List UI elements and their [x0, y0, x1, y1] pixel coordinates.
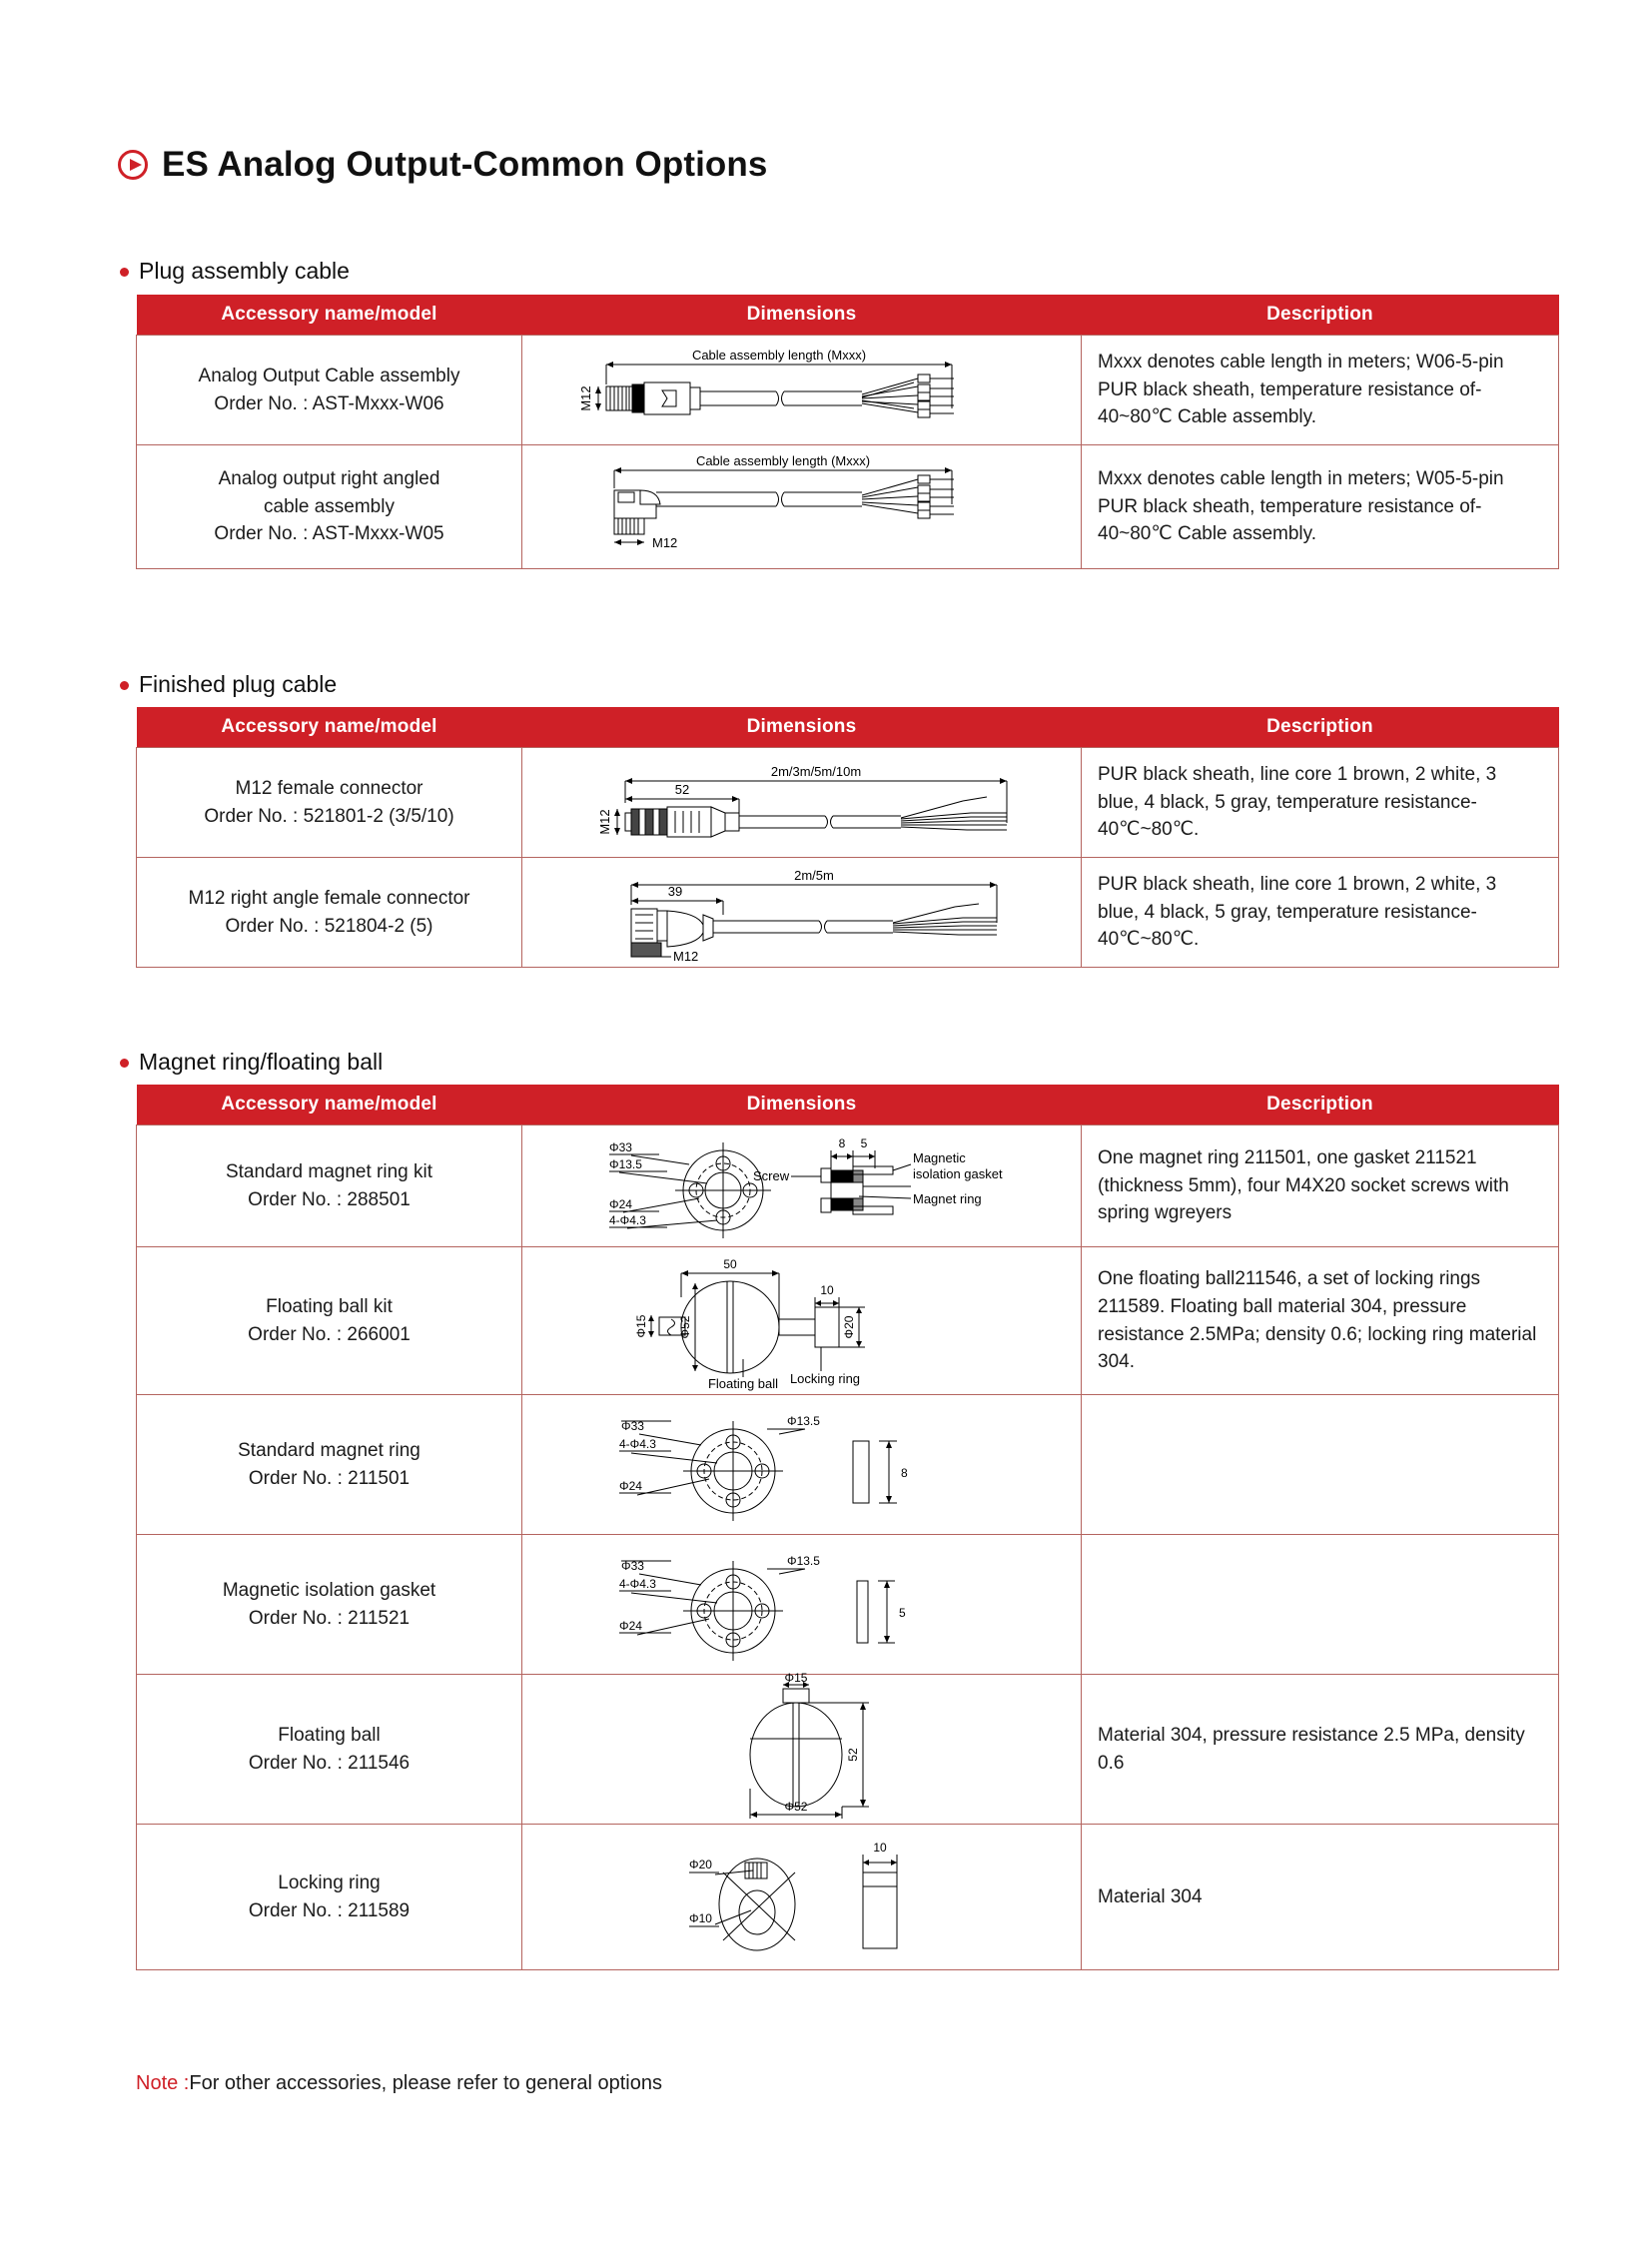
table-header-row: [137, 707, 1559, 748]
dim-top-diameter: Φ15: [784, 1670, 807, 1685]
dim-outer-diameter: Φ20: [688, 1857, 712, 1871]
cell-description: [1082, 1675, 1559, 1825]
order-number: Order No. : AST-Mxxx-W05: [214, 523, 444, 545]
description-text: Material 304, pressure resistance 2.5 MPa, density 0.6: [1098, 1724, 1525, 1774]
accessory-name: M12 right angle female connector: [188, 887, 470, 909]
dim-body-length: 52: [674, 781, 689, 797]
accessory-name: Standard magnet ring: [238, 1439, 420, 1461]
cell-dimensions: [522, 748, 1082, 858]
cell-name: [137, 858, 522, 968]
table-plug-assembly-cable: [136, 295, 1559, 569]
col-header-dimensions: Dimensions: [522, 707, 1082, 748]
table-magnet-ring-floating-ball: [136, 1085, 1559, 1970]
description-text: One floating ball211546, a set of locking rings 211589. Floating ball material 304, pressure resistance 2.5MPa; density 0.6; locking ring material 304.: [1098, 1268, 1537, 1373]
standard-magnet-ring-drawing: [567, 1399, 1037, 1531]
cell-name: [137, 445, 522, 569]
dim-thickness: 8: [900, 1465, 908, 1480]
magnetic-isolation-gasket-drawing: [567, 1539, 1037, 1671]
col-header-name: Accessory name/model: [137, 295, 522, 336]
dim-m12: M12: [651, 534, 677, 550]
description-text: [1082, 1595, 1558, 1615]
dim-ball-diameter: Φ52: [784, 1799, 807, 1814]
cell-dimensions: [522, 1670, 1082, 1825]
dim-width: 10: [872, 1840, 887, 1855]
table-header-row: [137, 295, 1559, 336]
dim-outer-diameter: Φ33: [620, 1418, 644, 1433]
accessory-name-cont: cable assembly: [264, 495, 395, 517]
dim-inner-diameter: Φ13.5: [786, 1413, 820, 1428]
dim-holes: 4-Φ4.3: [618, 1436, 656, 1451]
label-gasket-line1: Magnetic: [912, 1149, 966, 1165]
table-finished-plug-cable: [136, 707, 1559, 968]
m12-right-angle-connector-drawing: [567, 861, 1037, 965]
cell-description: [1082, 858, 1559, 968]
section-label: Plug assembly cable: [139, 258, 350, 284]
order-number: Order No. : 521801-2 (3/5/10): [204, 805, 454, 827]
accessory-name: Magnetic isolation gasket: [222, 1579, 436, 1601]
col-header-description: Description: [1082, 295, 1559, 336]
cell-description: [1082, 1825, 1559, 1970]
col-header-description: Description: [1082, 1085, 1559, 1125]
cell-name: [137, 1247, 522, 1395]
section-heading-magnet-ring-floating-ball: [120, 1049, 383, 1076]
dim-cable-length: Cable assembly length (Mxxx): [695, 452, 870, 468]
table-row: [137, 1395, 1559, 1535]
col-header-description: Description: [1082, 707, 1559, 748]
dim-holes: 4-Φ4.3: [608, 1212, 646, 1227]
dim-ring-diameter: Φ20: [841, 1315, 856, 1338]
cell-description: [1082, 1395, 1559, 1535]
cell-name: [137, 1825, 522, 1970]
locking-ring-drawing: [567, 1829, 1037, 1966]
cell-dimensions: [522, 1535, 1082, 1675]
col-header-name: Accessory name/model: [137, 1085, 522, 1125]
table-header-row: [137, 1085, 1559, 1125]
cell-dimensions: [522, 1825, 1082, 1970]
dim-m12: M12: [672, 948, 698, 964]
cell-name: [137, 336, 522, 445]
cell-dimensions: [522, 336, 1082, 445]
cell-description: [1082, 336, 1559, 445]
label-gasket-line2: isolation gasket: [912, 1165, 1003, 1181]
accessory-name: Floating ball: [278, 1724, 381, 1746]
bullet-icon: [120, 268, 129, 277]
order-number: Order No. : 211546: [248, 1752, 411, 1774]
dim-cable-length: Cable assembly length (Mxxx): [691, 347, 866, 363]
page-title: ES Analog Output-Common Options: [162, 145, 768, 184]
table-row: [137, 748, 1559, 858]
bullet-icon: [120, 1059, 129, 1068]
table-row: [137, 336, 1559, 445]
order-number: Order No. : 521804-2 (5): [225, 915, 433, 937]
section-heading-plug-assembly-cable: [120, 258, 350, 285]
bullet-icon: [120, 681, 129, 690]
floating-ball-kit-drawing: [567, 1251, 1037, 1391]
cell-dimensions: [522, 858, 1082, 968]
order-number: Order No. : 211521: [248, 1607, 411, 1629]
cell-description: [1082, 445, 1559, 569]
label-locking-ring: Locking ring: [789, 1370, 860, 1386]
accessory-name: Analog output right angled: [218, 468, 440, 490]
cell-name: [137, 1395, 522, 1535]
accessory-name: Locking ring: [278, 1871, 381, 1893]
description-text: PUR black sheath, line core 1 brown, 2 white, 3 blue, 4 black, 5 gray, temperature resistance-40℃~80℃.: [1098, 764, 1497, 841]
cell-description: [1082, 1125, 1559, 1247]
order-number: Order No. : AST-Mxxx-W06: [214, 392, 444, 414]
dim-m12: M12: [577, 384, 593, 411]
play-circle-icon: [118, 150, 148, 180]
dim-total-length: 2m/3m/5m/10m: [770, 763, 861, 779]
order-number: Order No. : 266001: [248, 1323, 411, 1345]
order-number: Order No. : 211589: [248, 1899, 411, 1921]
dim-inner-diameter: Φ13.5: [786, 1553, 820, 1568]
dim-m12: M12: [596, 808, 612, 835]
accessory-name: Floating ball kit: [266, 1295, 393, 1317]
dim-ball-diameter: Φ52: [677, 1315, 692, 1338]
label-magnet-ring: Magnet ring: [912, 1190, 982, 1206]
footer-note: [136, 2072, 662, 2095]
dim-total-length: 2m/5m: [793, 867, 834, 883]
description-text: Mxxx denotes cable length in meters; W06-5-pin PUR black sheath, temperature resistance of-40~80℃ Cable assembly.: [1098, 352, 1504, 428]
note-label: Note :: [136, 2072, 190, 2094]
cell-description: [1082, 1535, 1559, 1675]
description-text: Material 304: [1098, 1885, 1203, 1907]
table-row: [137, 445, 1559, 569]
col-header-name: Accessory name/model: [137, 707, 522, 748]
dim-bolt-circle: Φ24: [618, 1478, 642, 1493]
dim-outer-diameter: Φ33: [620, 1558, 644, 1573]
table-row: [137, 1535, 1559, 1675]
dim-outer-diameter: Φ33: [608, 1139, 632, 1154]
dim-bolt-circle: Φ24: [608, 1196, 632, 1211]
table-row: [137, 858, 1559, 968]
cell-description: [1082, 1247, 1559, 1395]
dim-gasket-thickness: 5: [860, 1135, 867, 1150]
dim-inner-diameter: Φ13.5: [608, 1156, 642, 1171]
dim-overall: 50: [722, 1256, 737, 1271]
page-title-row: [118, 145, 767, 185]
description-text: [1082, 1455, 1558, 1475]
label-floating-ball: Floating ball: [707, 1375, 778, 1391]
accessory-name: Standard magnet ring kit: [225, 1160, 432, 1182]
dim-ring-thickness: 8: [838, 1135, 845, 1150]
dim-body-length: 39: [667, 883, 682, 899]
section-heading-finished-plug-cable: [120, 671, 337, 698]
cell-description: [1082, 748, 1559, 858]
dim-bolt-circle: Φ24: [618, 1618, 642, 1633]
table-row: [137, 1675, 1559, 1825]
description-text: One magnet ring 211501, one gasket 211521 (thickness 5mm), four M4X20 socket screws with spring wgreyers: [1098, 1147, 1509, 1224]
accessory-name: M12 female connector: [235, 777, 423, 799]
m12-female-connector-drawing: [567, 751, 1037, 855]
table-row: [137, 1125, 1559, 1247]
section-label: Finished plug cable: [139, 671, 338, 697]
dim-inner-diameter: Φ10: [688, 1910, 712, 1925]
straight-cable-assembly-drawing: [562, 339, 1042, 442]
dim-bore: Φ15: [633, 1314, 648, 1337]
label-screw: Screw: [752, 1167, 789, 1183]
description-text: Mxxx denotes cable length in meters; W05-5-pin PUR black sheath, temperature resistance of-40~80℃ Cable assembly.: [1098, 468, 1504, 545]
dim-thickness: 5: [898, 1605, 906, 1620]
col-header-dimensions: Dimensions: [522, 1085, 1082, 1125]
table-row: [137, 1825, 1559, 1970]
description-text: PUR black sheath, line core 1 brown, 2 white, 3 blue, 4 black, 5 gray, temperature resistance-40℃~80℃.: [1098, 874, 1497, 951]
cell-name: [137, 1675, 522, 1825]
cell-dimensions: [522, 1125, 1082, 1247]
table-row: [137, 1247, 1559, 1395]
dim-ring-width: 10: [819, 1282, 834, 1297]
cell-dimensions: [522, 1247, 1082, 1395]
right-angle-cable-assembly-drawing: [562, 448, 1042, 566]
order-number: Order No. : 211501: [248, 1467, 411, 1489]
note-text: For other accessories, please refer to general options: [189, 2072, 662, 2094]
cell-name: [137, 1535, 522, 1675]
dim-holes: 4-Φ4.3: [618, 1576, 656, 1591]
section-label: Magnet ring/floating ball: [139, 1049, 384, 1075]
accessory-name: Analog Output Cable assembly: [198, 365, 460, 386]
col-header-dimensions: Dimensions: [522, 295, 1082, 336]
dim-height: 52: [845, 1747, 860, 1762]
standard-magnet-ring-kit-drawing: [567, 1128, 1037, 1244]
cell-name: [137, 1125, 522, 1247]
order-number: Order No. : 288501: [248, 1188, 411, 1210]
cell-dimensions: [522, 445, 1082, 569]
cell-dimensions: [522, 1395, 1082, 1535]
cell-name: [137, 748, 522, 858]
floating-ball-drawing: [567, 1670, 1037, 1821]
